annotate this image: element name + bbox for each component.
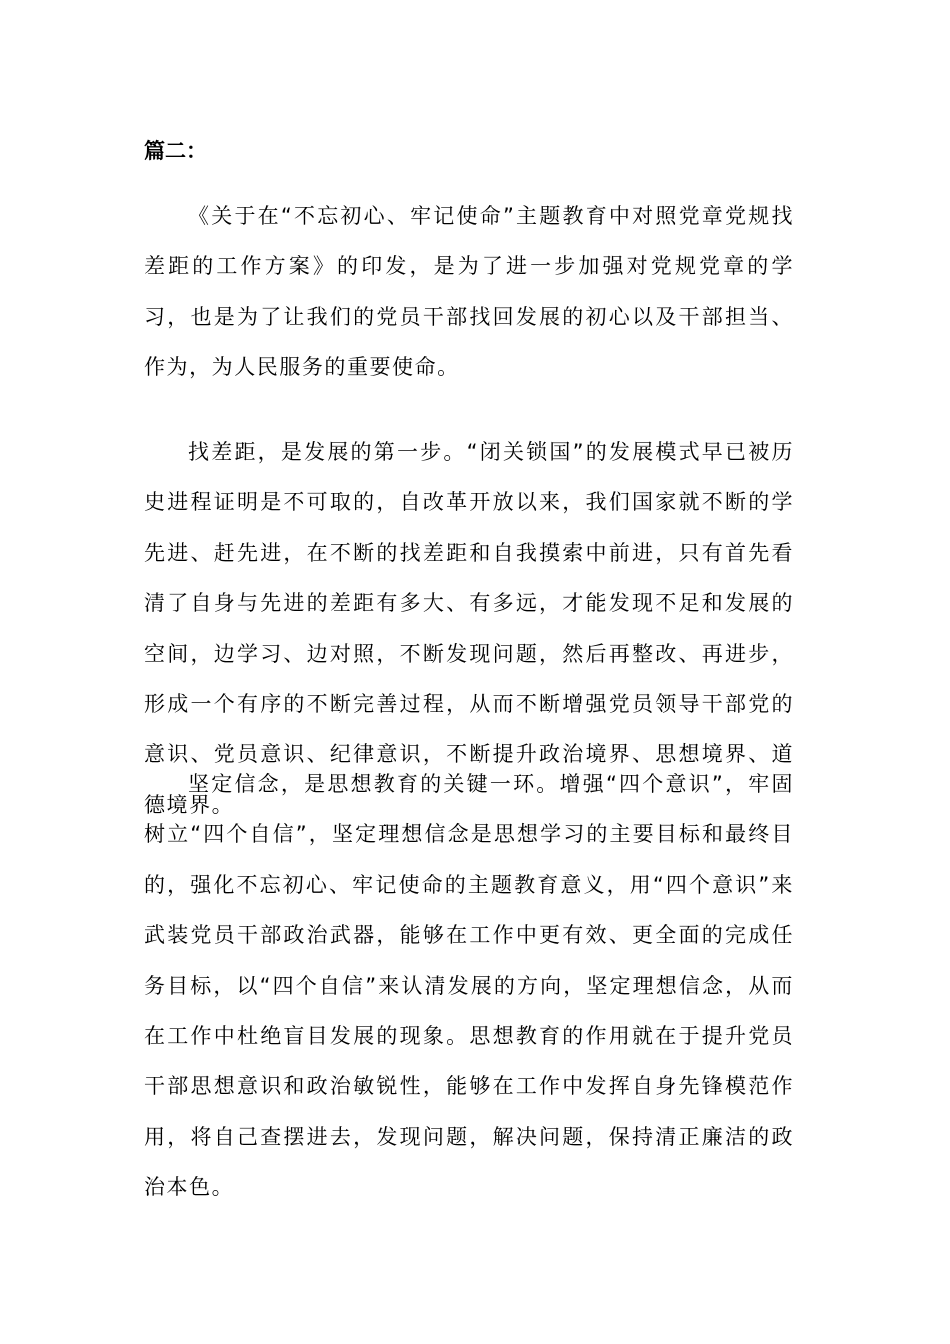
paragraph-intro: 《关于在“不忘初心、牢记使命”主题教育中对照党章党规找差距的工作方案》的印发，是为了进一步加强对党规党章的学习，也是为了让我们的党员干部找回发展的初心以及干部担当、作为，为人民服务的重要使命。 <box>144 204 794 380</box>
section-heading: 篇二： <box>144 139 207 163</box>
paragraph-find-gaps: 找差距，是发展的第一步。“闭关锁国”的发展模式早已被历史进程证明是不可取的，自改革开放以来，我们国家就不断的学先进、赶先进，在不断的找差距和自我摸索中前进，只有首先看清了自身与先进的差距有多大、有多远，才能发现不足和发展的空间，边学习、边对照，不断发现问题，然后再整改、再进步，形成一个有序的不断完善过程，从而不断增强党员领导干部党的意识、党员意识、纪律意识，不断提升政治境界、思想境界、道德境界。 <box>144 440 794 817</box>
paragraph-firm-belief: 坚定信念，是思想教育的关键一环。增强“四个意识”，牢固树立“四个自信”，坚定理想信念是思想学习的主要目标和最终目的，强化不忘初心、牢记使命的主题教育意义，用“四个意识”来武装党员干部政治武器，能够在工作中更有效、更全面的完成任务目标，以“四个自信”来认清发展的方向，坚定理想信念，从而在工作中杜绝盲目发展的现象。思想教育的作用就在于提升党员干部思想意识和政治敏锐性，能够在工作中发挥自身先锋模范作用，将自己查摆进去，发现问题，解决问题，保持清正廉洁的政治本色。 <box>144 772 794 1200</box>
